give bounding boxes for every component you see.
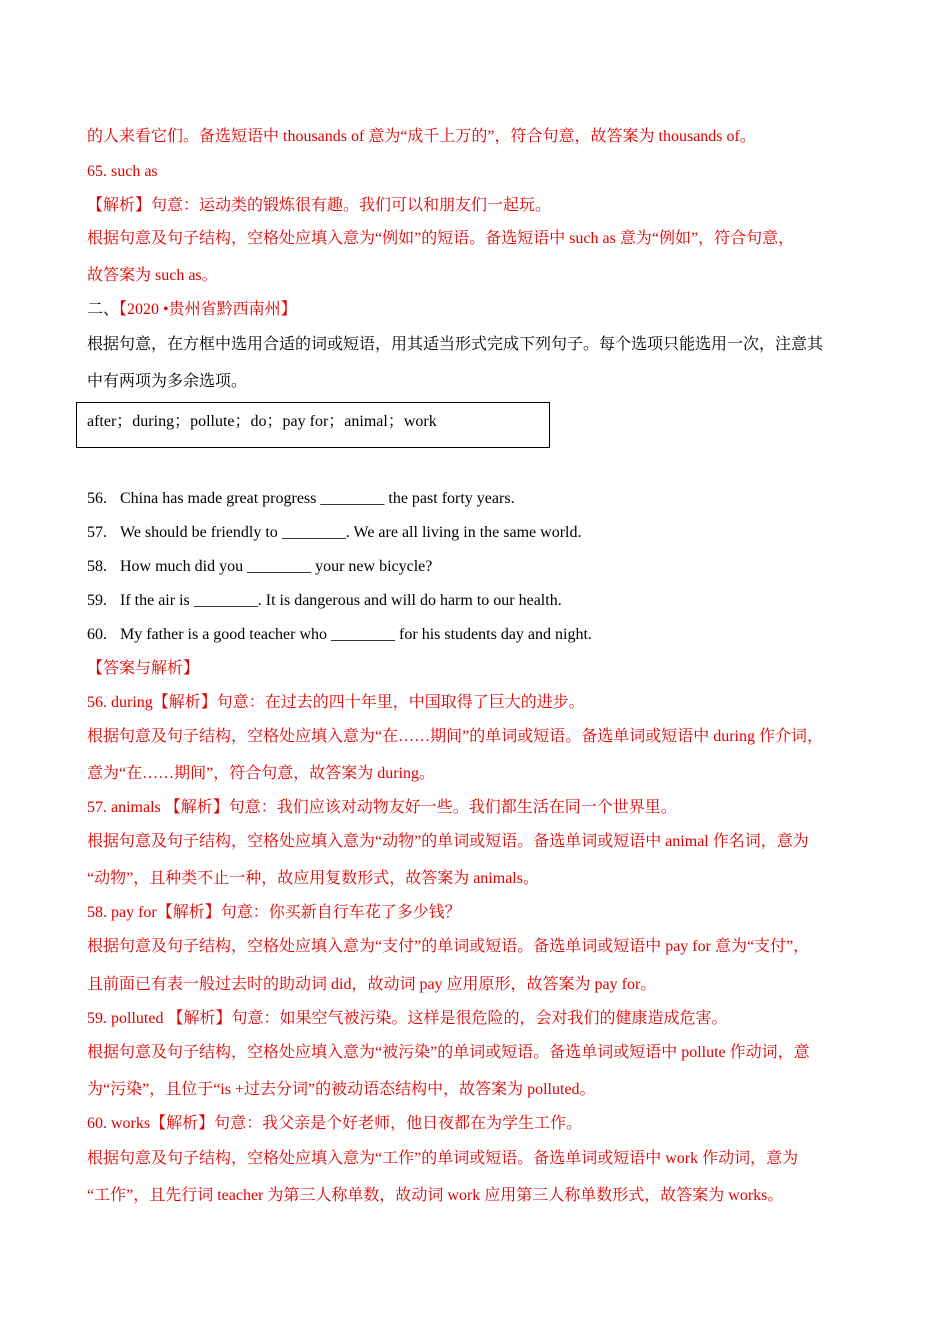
analysis-tag: 【解析】 xyxy=(87,197,152,214)
question-text: My father is a good teacher who ________ for his students day and night. xyxy=(120,626,592,643)
question-text: We should be friendly to ________. We are all living in the same world. xyxy=(120,524,582,541)
section-source: 【2020 •贵州省黔西南州】 xyxy=(119,301,297,318)
answer-explanation: 意为“在……期间”，符合句意，故答案为 during。 xyxy=(87,765,435,782)
answer-head: 60. works【解析】句意：我父亲是个好老师，他日夜都在为学生工作。 xyxy=(87,1115,583,1132)
instruction-line xyxy=(87,372,247,392)
answer-explanation: 根据句意及句子结构，空格处应填入意为“工作”的单词或短语。备选单词或短语中 work 作动词，意为 xyxy=(87,1150,799,1167)
question-number: 58. xyxy=(87,558,107,575)
answer-explanation: “动物”，且种类不止一种，故应用复数形式，故答案为 animals。 xyxy=(87,870,539,887)
question-text: China has made great progress ________ the past forty years. xyxy=(120,490,515,507)
explanation-line xyxy=(87,229,794,249)
text-run: 故答案为 such as。 xyxy=(87,267,218,284)
answer-explanation: 且前面已有表一般过去时的助动词 did，故动词 pay 应用原形，故答案为 pay for。 xyxy=(87,976,657,993)
question-item xyxy=(87,523,581,543)
question-item xyxy=(87,557,432,577)
question-item xyxy=(87,591,562,611)
question-number: 59. xyxy=(87,592,107,609)
question-text: How much did you ________ your new bicycle? xyxy=(120,558,433,575)
question-number: 60. xyxy=(87,626,107,643)
answer-explanation: 根据句意及句子结构，空格处应填入意为“支付”的单词或短语。备选单词或短语中 pay for 意为“支付”， xyxy=(87,938,810,955)
text-run: 中有两项为多余选项。 xyxy=(87,373,248,390)
answer-head: 57. animals 【解析】句意：我们应该对动物友好一些。我们都生活在同一个世界里。 xyxy=(87,799,677,816)
question-number: 56. xyxy=(87,490,107,507)
text-run: 65. such as xyxy=(87,163,158,180)
answer-explanation: 根据句意及句子结构，空格处应填入意为“动物”的单词或短语。备选单词或短语中 animal 作名词，意为 xyxy=(87,833,809,850)
text-run: 根据句意及句子结构，空格处应填入意为“例如”的短语。备选短语中 such as 意为“例如”，符合句意， xyxy=(87,230,795,247)
word-bank-text: after；during；pollute；do；pay for；animal；work xyxy=(87,413,437,430)
answer-head: 59. polluted 【解析】句意：如果空气被污染。这样是很危险的，会对我们的健康造成危害。 xyxy=(87,1010,728,1027)
section-heading xyxy=(87,300,297,320)
answer-head: 56. during【解析】句意：在过去的四十年里，中国取得了巨大的进步。 xyxy=(87,694,585,711)
answer-explanation: 根据句意及句子结构，空格处应填入意为“被污染”的单词或短语。备选单词或短语中 pollute 作动词，意 xyxy=(87,1044,810,1061)
answer-head: 58. pay for【解析】句意：你买新自行车花了多少钱？ xyxy=(87,904,461,921)
word-bank-box xyxy=(76,402,550,448)
answers-heading: 【答案与解析】 xyxy=(87,660,200,677)
question-item xyxy=(87,489,515,509)
explanation-line xyxy=(87,196,551,216)
answer-line xyxy=(87,162,158,182)
text-run: 句意：运动类的锻炼很有趣。我们可以和朋友们一起玩。 xyxy=(151,197,552,214)
instruction-line xyxy=(87,335,823,355)
question-number: 57. xyxy=(87,524,107,541)
answer-explanation: 根据句意及句子结构，空格处应填入意为“在……期间”的单词或短语。备选单词或短语中 during 作介词， xyxy=(87,728,823,745)
question-text: If the air is ________. It is dangerous and will do harm to our health. xyxy=(120,592,562,609)
explanation-line xyxy=(87,266,218,286)
section-number: 二、 xyxy=(87,301,120,318)
explanation-line xyxy=(87,127,756,147)
text-run: 的人来看它们。备选短语中 thousands of 意为“成千上万的”，符合句意，故答案为 thousands of。 xyxy=(87,128,756,145)
answer-explanation: 为“污染”，且位于“is +过去分词”的被动语态结构中，故答案为 polluted。 xyxy=(87,1081,596,1098)
text-run: 根据句意，在方框中选用合适的词或短语，用其适当形式完成下列句子。每个选项只能选用一次，注意其 xyxy=(87,336,824,353)
question-item xyxy=(87,625,592,645)
answer-explanation: “工作”，且先行词 teacher 为第三人称单数，故动词 work 应用第三人称单数形式，故答案为 works。 xyxy=(87,1187,784,1204)
